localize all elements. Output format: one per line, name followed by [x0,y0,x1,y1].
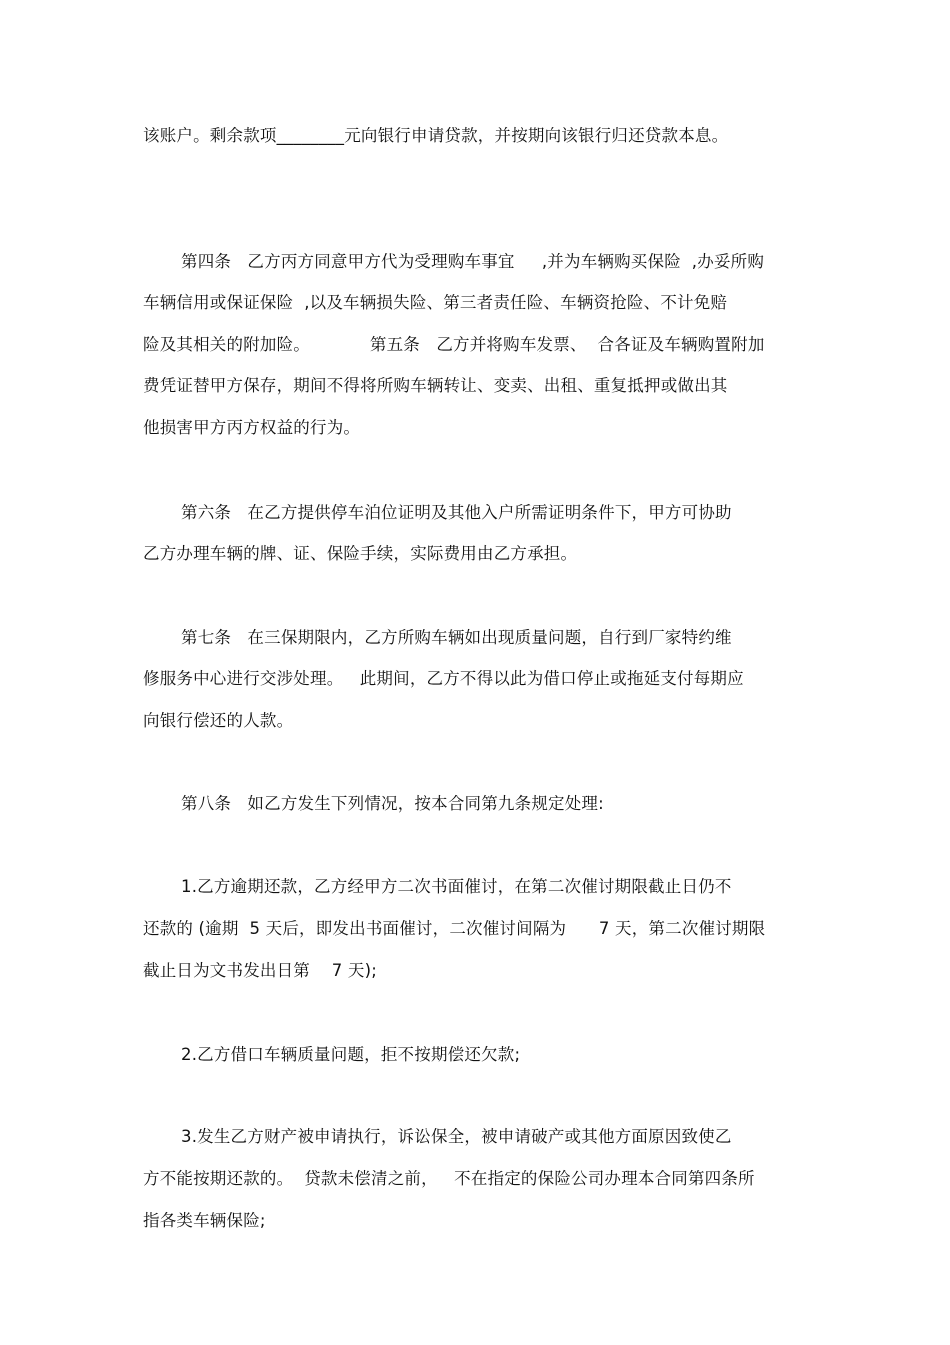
clause-1-line: 1.乙方逾期还款，乙方经甲方二次书面催讨，在第二次催讨期限截止日仍不 [181,877,732,896]
text-line: 修服务中心进行交涉处理。 此期间，乙方不得以此为借口停止或拖延支付每期应 [143,669,744,688]
text-line: 费凭证替甲方保存，期间不得将所购车辆转让、变卖、出租、重复抵押或做出其 [143,376,728,395]
clause-2-line: 2.乙方借口车辆质量问题，拒不按期偿还欠款; [181,1045,521,1064]
text-line: 截止日为文书发出日第 7 天); [143,961,378,980]
text-line: 还款的 (逾期 5 天后，即发出书面催讨，二次催讨间隔为 7 天，第二次催讨期限 [143,919,766,938]
text-line: 车辆信用或保证保险 ,以及车辆损失险、第三者责任险、车辆资抢险、不计免赔 [143,293,728,312]
text-line: 他损害甲方丙方权益的行为。 [143,418,361,437]
article-8-line: 第八条 如乙方发生下列情况，按本合同第九条规定处理: [181,794,604,813]
text-line: 指各类车辆保险; [143,1211,266,1230]
text-line: 该账户。剩余款项________元向银行申请贷款，并按期向该银行归还贷款本息。 [143,126,729,145]
text-line: 向银行偿还的人款。 [143,711,294,730]
text-line: 方不能按期还款的。 贷款未偿清之前， 不在指定的保险公司办理本合同第四条所 [143,1169,755,1188]
article-4-line: 第四条 乙方丙方同意甲方代为受理购车事宜 ,并为车辆购买保险 ,办妥所购 [181,252,765,271]
clause-3-line: 3.发生乙方财产被申请执行，诉讼保全，被申请破产或其他方面原因致使乙 [181,1127,732,1146]
article-6-line: 第六条 在乙方提供停车泊位证明及其他入户所需证明条件下，甲方可协助 [181,503,732,522]
text-line: 险及其相关的附加险。 第五条 乙方并将购车发票、 合各证及车辆购置附加 [143,335,765,354]
text-line: 乙方办理车辆的牌、证、保险手续，实际费用由乙方承担。 [143,544,578,563]
article-7-line: 第七条 在三保期限内，乙方所购车辆如出现质量问题，自行到厂家特约维 [181,628,732,647]
